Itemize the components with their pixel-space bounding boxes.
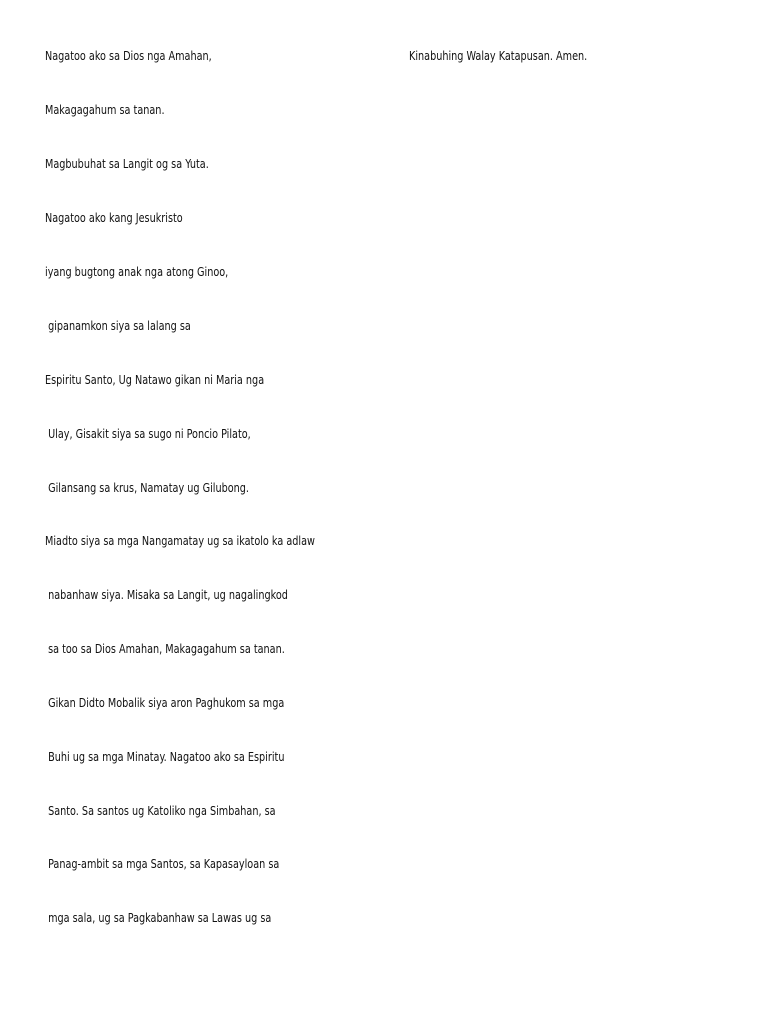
text-line-9: Gilansang sa krus, Namatay ug Gilubong. bbox=[45, 480, 249, 495]
text-line-16: Panag-ambit sa mga Santos, sa Kapasayloan sa bbox=[45, 856, 280, 871]
text-line-4: Nagatoo ako kang Jesukristo bbox=[45, 210, 183, 225]
text-line-17: mga sala, ug sa Pagkabanhaw sa Lawas ug sa bbox=[45, 910, 272, 925]
text-line-15: Santo. Sa santos ug Katoliko nga Simbahan, sa bbox=[45, 803, 276, 818]
text-line-3: Magbubuhat sa Langit og sa Yuta. bbox=[45, 156, 209, 171]
text-line-5: iyang bugtong anak nga atong Ginoo, bbox=[45, 264, 229, 279]
text-line-11: nabanhaw siya. Misaka sa Langit, ug nagalingkod bbox=[45, 587, 288, 602]
text-line-7: Espiritu Santo, Ug Natawo gikan ni Maria nga bbox=[45, 372, 265, 387]
text-line-2: Makagagahum sa tanan. bbox=[45, 102, 165, 117]
text-line-8: Ulay, Gisakit siya sa sugo ni Poncio Pilato, bbox=[45, 426, 251, 441]
text-line-6: gipanamkon siya sa lalang sa bbox=[45, 318, 191, 333]
text-line-13: Gikan Didto Mobalik siya aron Paghukom sa mga bbox=[45, 695, 285, 710]
text-line-right-1: Kinabuhing Walay Katapusan. Amen. bbox=[409, 48, 588, 63]
text-line-10: Miadto siya sa mga Nangamatay ug sa ikatolo ka adlaw bbox=[45, 533, 315, 548]
text-line-14: Buhi ug sa mga Minatay. Nagatoo ako sa Espiritu bbox=[45, 749, 285, 764]
text-line-12: sa too sa Dios Amahan, Makagagahum sa tanan. bbox=[45, 641, 285, 656]
text-line-1: Nagatoo ako sa Dios nga Amahan, bbox=[45, 48, 212, 63]
